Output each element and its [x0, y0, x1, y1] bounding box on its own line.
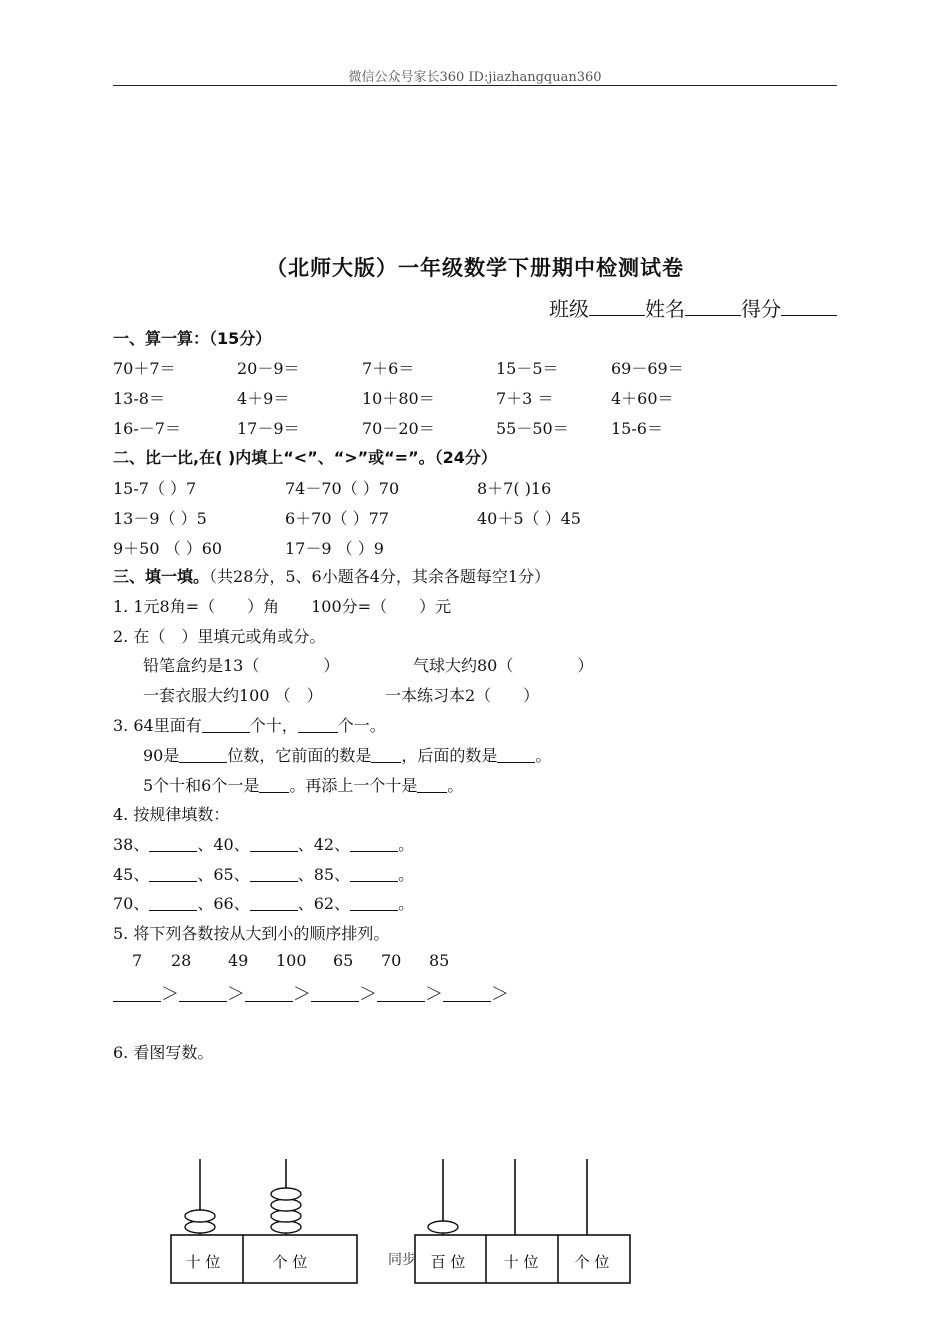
class-blank[interactable] [589, 297, 645, 316]
abacus-bead [271, 1210, 301, 1222]
answer-blank[interactable] [202, 716, 250, 733]
compare-item: 8＋7( )16 [477, 479, 552, 498]
beads [185, 1188, 301, 1233]
answer-blank[interactable] [298, 716, 338, 733]
answer-blank[interactable] [350, 835, 398, 852]
text: 。 [398, 835, 415, 854]
answer-blank[interactable] [149, 865, 197, 882]
answer-blank[interactable] [245, 985, 293, 1002]
number: 7 [132, 951, 143, 970]
gt-sign: ＞ [425, 984, 443, 1005]
gt-sign: ＞ [293, 984, 311, 1005]
problem: 4＋9＝ [237, 389, 290, 408]
number: 65 [333, 951, 354, 970]
q4-stem: 4. 按规律填数： [113, 805, 230, 824]
text: 位数，它前面的数是 [227, 746, 372, 765]
text: ，后面的数是 [401, 746, 498, 765]
place-label: 十 位 [185, 1253, 221, 1271]
problem: 55－50＝ [496, 419, 569, 438]
problem: 4＋60＝ [611, 389, 674, 408]
answer-blank[interactable] [250, 835, 298, 852]
page-header: 微信公众号家长360 ID:jiazhangquan360 [348, 70, 602, 85]
q4-row [113, 862, 414, 886]
answer-blank[interactable] [250, 894, 298, 911]
number: 28 [171, 951, 192, 970]
gt-sign: ＞ [161, 984, 179, 1005]
text: 45、 [113, 865, 150, 884]
score-label: 得分 [741, 297, 781, 321]
header-rule [113, 85, 837, 86]
beads [428, 1221, 458, 1233]
q6-stem: 6. 看图写数。 [113, 1043, 214, 1062]
answer-blank[interactable] [371, 746, 401, 763]
student-info [549, 293, 837, 322]
name-blank[interactable] [685, 297, 741, 316]
compare-item: 9＋50 （ ）60 [113, 539, 223, 558]
problem: 7＋3 ＝ [496, 389, 554, 408]
class-label: 班级 [549, 297, 589, 321]
answer-blank[interactable] [179, 985, 227, 1002]
q4-row [113, 891, 414, 915]
q5-order [113, 980, 509, 1004]
compare-item: 13－9（ ）5 [113, 509, 207, 528]
compare-item: 17－9 （ ）9 [285, 539, 384, 558]
answer-blank[interactable] [350, 865, 398, 882]
q2-item: 气球大约80（ ） [413, 656, 594, 675]
q1: 1. 1元8角=（ ）角 100分=（ ）元 [113, 597, 452, 616]
text: 38、 [113, 835, 150, 854]
text: 。 [398, 894, 415, 913]
gt-sign: ＞ [359, 984, 377, 1005]
compare-item: 74－70（ ）70 [285, 479, 400, 498]
compare-item: 40＋5（ ）45 [477, 509, 581, 528]
answer-blank[interactable] [417, 776, 447, 793]
text: 、66、 [197, 894, 250, 913]
text: 。 [447, 776, 464, 795]
problem: 10＋80＝ [362, 389, 435, 408]
q3-line1 [113, 713, 386, 737]
answer-blank[interactable] [443, 985, 491, 1002]
q2-item: 铅笔盒约是13（ ） [143, 656, 340, 675]
problem: 15-6＝ [611, 419, 663, 438]
text: 个一。 [337, 716, 386, 735]
place-label: 十 位 [503, 1253, 539, 1271]
q2-item: 一本练习本2（ ） [385, 686, 540, 705]
compare-item: 15-7（ ）7 [113, 479, 197, 498]
text: 、40、 [197, 835, 250, 854]
answer-blank[interactable] [149, 835, 197, 852]
section3-heading: 三、填一填。 [113, 567, 210, 586]
answer-blank[interactable] [311, 985, 359, 1002]
abacus-bead [271, 1199, 301, 1211]
gt-sign: ＞ [491, 984, 509, 1005]
problem: 15－5＝ [496, 359, 559, 378]
answer-blank[interactable] [179, 746, 227, 763]
problem: 70＋7＝ [113, 359, 176, 378]
footer-text: 同步 [388, 1252, 416, 1268]
answer-blank[interactable] [259, 776, 289, 793]
text: 、85、 [297, 865, 351, 884]
section2-heading: 二、比一比,在( )内填上“<”、“>”或“=”。（24分） [113, 448, 497, 467]
problem: 69－69＝ [611, 359, 684, 378]
q4-row [113, 832, 414, 856]
q2-item: 一套衣服大约100 （ ） [143, 686, 323, 705]
problem: 7＋6＝ [362, 359, 415, 378]
name-label: 姓名 [645, 297, 685, 321]
answer-blank[interactable] [149, 894, 197, 911]
text: 70、 [113, 894, 150, 913]
abacus-hundreds-tens-ones [412, 1155, 634, 1287]
number: 85 [429, 951, 450, 970]
number: 49 [228, 951, 249, 970]
answer-blank[interactable] [377, 985, 425, 1002]
section3-note: （共28分，5、6小题各4分，其余各题每空1分） [209, 567, 551, 586]
section3-heading-line [113, 564, 550, 588]
text: 。 [398, 865, 415, 884]
q2-stem: 2. 在（ ）里填元或角或分。 [113, 627, 326, 646]
answer-blank[interactable] [497, 746, 535, 763]
abacus-bead [428, 1221, 458, 1233]
text: 3. 64里面有 [113, 716, 202, 735]
abacus-bead [271, 1188, 301, 1200]
answer-blank[interactable] [113, 985, 161, 1002]
place-label: 百 位 [430, 1253, 466, 1271]
problem: 13-8＝ [113, 389, 165, 408]
compare-item: 6＋70（ ）77 [285, 509, 389, 528]
answer-blank[interactable] [250, 865, 298, 882]
gt-sign: ＞ [227, 984, 245, 1005]
place-label: 个 位 [272, 1253, 308, 1271]
problem: 20－9＝ [237, 359, 300, 378]
abacus-bead [271, 1221, 301, 1233]
section1-heading: 一、算一算：（15分） [113, 329, 272, 348]
text: 5个十和6个一是 [143, 776, 260, 795]
text: 、65、 [197, 865, 250, 884]
text: 个十， [249, 716, 298, 735]
place-label: 个 位 [574, 1253, 610, 1271]
text: 、42、 [297, 835, 351, 854]
abacus-bead [185, 1221, 215, 1233]
problem: 17－9＝ [237, 419, 300, 438]
exam-title: （北师大版）一年级数学下册期中检测试卷 [266, 256, 684, 280]
problem: 70－20＝ [362, 419, 435, 438]
problem: 16-－7＝ [113, 419, 181, 438]
text: 、62、 [297, 894, 351, 913]
q5-stem: 5. 将下列各数按从大到小的顺序排列。 [113, 924, 390, 943]
number: 70 [381, 951, 402, 970]
answer-blank[interactable] [350, 894, 398, 911]
text: 。 [535, 746, 552, 765]
number: 100 [276, 951, 307, 970]
q3-line2 [143, 743, 551, 767]
q3-line3 [143, 773, 463, 797]
score-blank[interactable] [781, 297, 837, 316]
text: 90是 [143, 746, 180, 765]
abacus-tens-ones [165, 1155, 365, 1287]
text: 。再添上一个十是 [289, 776, 418, 795]
abacus-bead [185, 1210, 215, 1222]
